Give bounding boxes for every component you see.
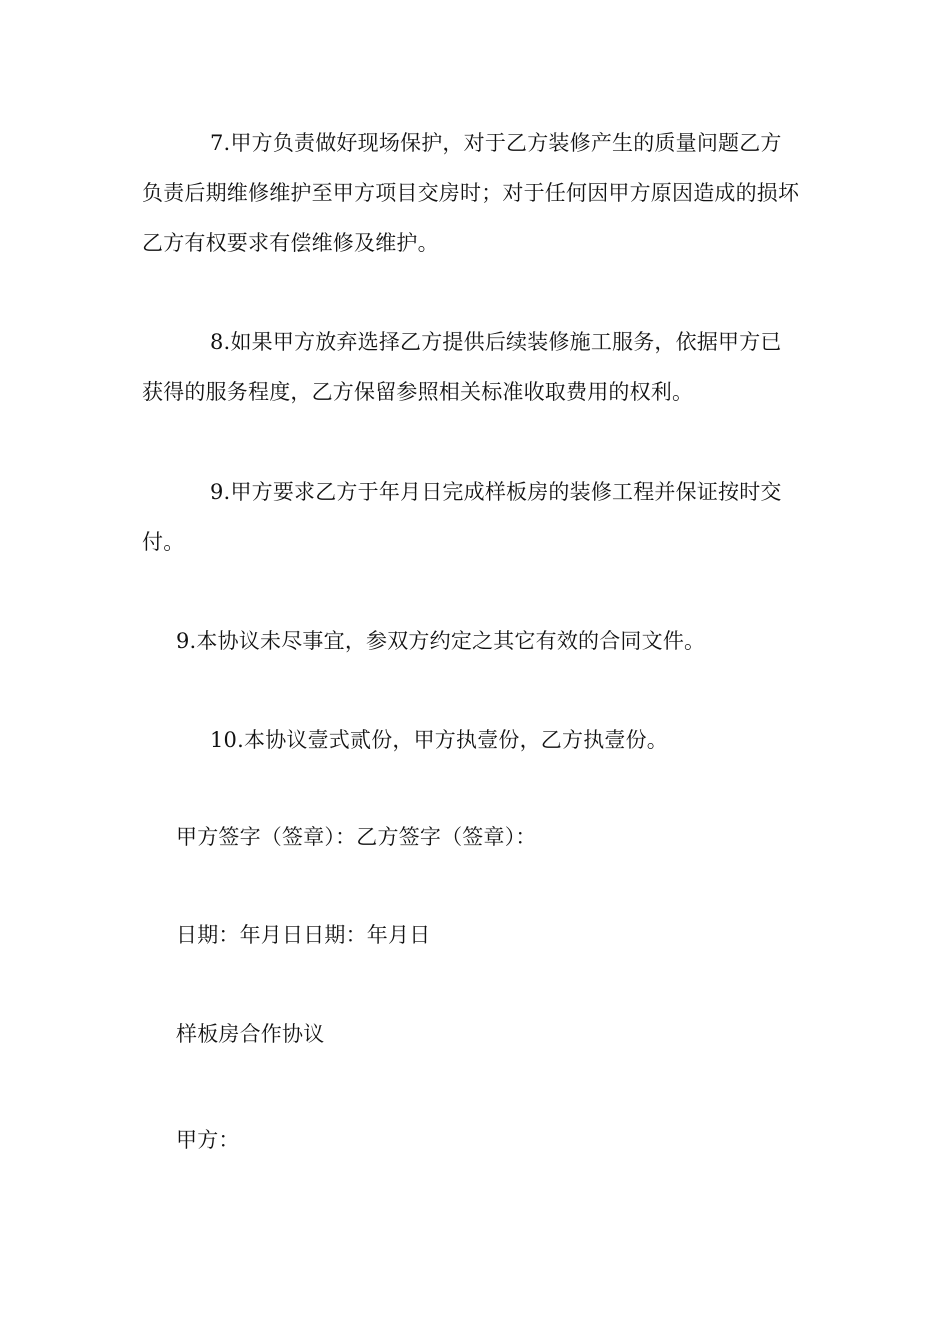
clause-8	[142, 317, 802, 417]
clause-9-text: 甲方要求乙方于年月日完成样板房的装修工程并保证按时交付。	[142, 480, 782, 554]
clause-7-number: 7.	[210, 131, 231, 155]
clause-10-text: 本协议壹式贰份，甲方执壹份，乙方执壹份。	[244, 728, 668, 752]
signature-line: 甲方签字（签章）：乙方签字（签章）：	[176, 825, 537, 849]
clause-10	[142, 715, 802, 765]
clause-8-text: 如果甲方放弃选择乙方提供后续装修施工服务，依据甲方已获得的服务程度，乙方保留参照相关标准收取费用的权利。	[142, 330, 782, 404]
clause-10-number: 10.	[210, 728, 244, 752]
clause-7-text: 甲方负责做好现场保护，对于乙方装修产生的质量问题乙方负责后期维修维护至甲方项目交房时；对于任何因甲方原因造成的损坏乙方有权要求有偿维修及维护。	[142, 131, 800, 255]
clause-8-number: 8.	[210, 330, 231, 354]
clause-9	[142, 467, 802, 567]
clause-7	[142, 118, 802, 268]
clause-9b: 9.本协议未尽事宜，参双方约定之其它有效的合同文件。	[176, 629, 706, 653]
next-document-title: 样板房合作协议	[176, 1022, 325, 1046]
party-a-label: 甲方：	[176, 1128, 240, 1152]
clause-9-number: 9.	[210, 480, 231, 504]
date-line: 日期：年月日日期：年月日	[176, 923, 431, 947]
